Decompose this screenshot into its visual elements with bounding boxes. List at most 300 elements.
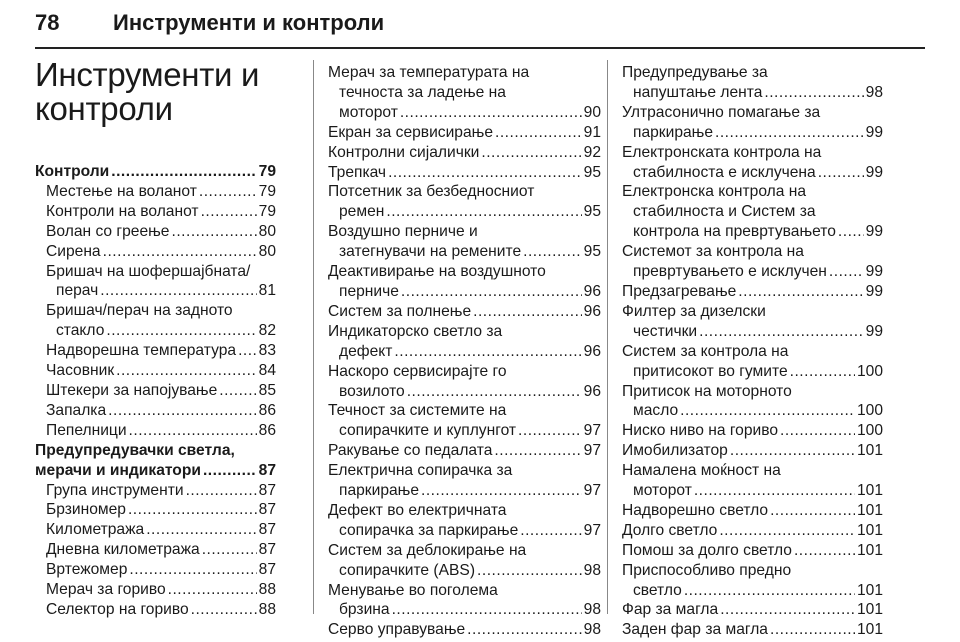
toc-entry-title: Предзагревање [622, 282, 737, 300]
dot-leader [128, 500, 257, 520]
toc-page-number: 99 [865, 263, 883, 281]
toc-entry-row [46, 182, 276, 202]
toc-entry-row [622, 620, 883, 640]
dot-leader [477, 561, 582, 581]
toc-entry-title: ремен [339, 203, 385, 221]
toc-page-number: 99 [865, 282, 883, 300]
toc-entry [622, 382, 883, 422]
toc-entry [328, 620, 601, 640]
toc-page-number: 96 [583, 342, 601, 360]
toc-page-number: 80 [258, 242, 276, 260]
toc-entry-title: Контроли [35, 163, 110, 180]
dot-leader [421, 481, 582, 501]
toc-entry [328, 182, 601, 222]
toc-entry [328, 222, 601, 262]
toc-entry-row [46, 281, 276, 301]
dot-leader [481, 143, 581, 163]
dot-leader [201, 202, 257, 222]
toc-entry [622, 441, 883, 461]
toc-entry-title: Селектор на гориво [46, 600, 189, 618]
toc-entry-row [46, 321, 276, 341]
toc-page-number: 101 [856, 482, 883, 500]
dot-leader [694, 481, 855, 501]
toc-entry [622, 620, 883, 640]
dot-leader [684, 581, 855, 601]
toc-entry-row [46, 341, 276, 361]
dot-leader [838, 222, 864, 242]
dot-leader [467, 620, 581, 640]
toc-entry-title: стакло [56, 322, 105, 340]
toc-entry-title: Помош за долго светло [622, 541, 792, 559]
toc-entry-row [328, 242, 601, 262]
toc-page-number: 95 [583, 163, 601, 181]
dot-leader [171, 222, 256, 242]
toc-entry [35, 481, 276, 501]
dot-leader [520, 521, 581, 541]
toc-page-number: 99 [865, 163, 883, 181]
toc-entry-row [328, 441, 601, 461]
dot-leader [473, 302, 582, 322]
toc-entry [35, 500, 276, 520]
toc-entry-title: контрола на превртувањето [633, 223, 836, 241]
toc-entry-row [328, 123, 601, 143]
toc-entry-text: Систем за контрола на [622, 342, 789, 360]
toc-entry-row [328, 282, 601, 302]
toc-column-2 [328, 63, 601, 640]
toc-entry-row [46, 580, 276, 600]
toc-entry-title: Трепкач [328, 163, 387, 181]
toc-entry-row [622, 322, 883, 342]
toc-entry-title: Местење на воланот [46, 182, 197, 200]
toc-page-number: 101 [856, 581, 883, 599]
toc-page-number: 101 [856, 521, 883, 539]
toc-page-number: 95 [583, 203, 601, 221]
toc-entry-row [622, 282, 883, 302]
toc-entry-title: Надворешна температура [46, 342, 237, 360]
toc-entry-title: Долго светло [622, 521, 718, 539]
toc-entry-row [622, 123, 883, 143]
toc-entry-text: Наскоро сервисирајте го [328, 362, 507, 380]
toc-entry [35, 182, 276, 202]
dot-leader [715, 123, 864, 143]
toc-entry-text: Деактивирање на воздушното [328, 263, 546, 281]
dot-leader [699, 322, 864, 342]
toc-entry-row [622, 83, 883, 103]
toc-entry-text: Воздушно перниче и [328, 223, 478, 241]
dot-leader [129, 560, 256, 580]
toc-entry-title: сопирачка за паркирање [339, 521, 519, 539]
toc-entry-title: притисокот во гумите [633, 362, 788, 380]
toc-entry-title: Група инструменти [46, 481, 184, 499]
toc-page-number: 100 [856, 362, 883, 380]
dot-leader [494, 441, 581, 461]
toc-entry [328, 123, 601, 143]
toc-entry-title: напуштање лента [633, 83, 763, 101]
toc-page-number: 101 [856, 442, 883, 460]
toc-entry-row [46, 222, 276, 242]
toc-entry [328, 302, 601, 322]
toc-page-number: 86 [258, 421, 276, 439]
toc-entry-row [622, 222, 883, 242]
toc-entry [35, 600, 276, 620]
toc-entry-title: паркирање [339, 482, 420, 500]
toc-page-number: 95 [583, 243, 601, 261]
toc-entry-title: Брзиномер [46, 501, 126, 519]
toc-entry-row [328, 382, 601, 402]
toc-entry-row [46, 361, 276, 381]
toc-entry-title: перниче [339, 282, 399, 300]
toc-entry-title: Екран за сервисирање [328, 123, 493, 141]
toc-entry-title: Вртежомер [46, 561, 128, 579]
toc-entry-title: Дневна километража [46, 541, 200, 559]
toc-entry [328, 401, 601, 441]
toc-entry [622, 63, 883, 103]
dot-leader [168, 580, 257, 600]
dot-leader [730, 441, 855, 461]
dot-leader [770, 501, 855, 521]
toc-entry-title: Фар за магла [622, 601, 719, 619]
toc-entry-title: масло [633, 402, 679, 420]
dot-leader [829, 262, 864, 282]
chapter-title-line: Инструменти и [35, 56, 260, 93]
toc-entry-text: Дефект во електричната [328, 501, 507, 519]
dot-leader [401, 282, 582, 302]
toc-entry [35, 162, 276, 182]
toc-entry-text: Притисок на моторното [622, 382, 792, 400]
dot-leader [100, 281, 256, 301]
toc-entry-row [328, 163, 601, 183]
toc-entry-row [328, 561, 601, 581]
toc-entry-title: Надворешно светло [622, 501, 769, 519]
toc-page-number: 87 [258, 501, 276, 519]
toc-entry-text: Електрична сопирачка за [328, 462, 513, 480]
toc-entry-row [622, 441, 883, 461]
toc-entry [35, 401, 276, 421]
toc-entry-title: сопирачките (ABS) [339, 561, 476, 579]
toc-entry [622, 600, 883, 620]
toc-list [35, 162, 276, 620]
toc-list [328, 63, 601, 640]
toc-entry-row [46, 381, 276, 401]
toc-entry [328, 362, 601, 402]
toc-entry-title: мерачи и индикатори [35, 461, 201, 479]
toc-entry [622, 242, 883, 282]
toc-entry-text: Течност за системите на [328, 402, 507, 420]
toc-entry [328, 541, 601, 581]
header-rule [35, 47, 925, 49]
toc-entry-row [622, 163, 883, 183]
toc-entry-row [46, 600, 276, 620]
toc-entry-title: затегнувачи на ремените [339, 243, 522, 261]
toc-entry-text: Намалена моќност на [622, 462, 781, 480]
toc-entry-row [622, 401, 883, 421]
toc-entry-text: Предупредување за [622, 64, 768, 81]
toc-entry-title: брзина [339, 601, 390, 619]
toc-entry-row [328, 202, 601, 222]
toc-page-number: 88 [258, 600, 276, 618]
toc-entry-row [46, 481, 276, 501]
toc-entry [35, 361, 276, 381]
toc-entry [622, 421, 883, 441]
dot-leader [780, 421, 855, 441]
dot-leader [103, 242, 257, 262]
toc-page-number: 101 [856, 621, 883, 639]
toc-page-number: 98 [583, 621, 601, 639]
toc-entry-title: Систем за полнење [328, 302, 472, 320]
toc-entry-text: Бришач на шофершајбната/ [46, 262, 251, 280]
toc-entry [622, 501, 883, 521]
toc-entry [328, 262, 601, 302]
toc-entry [328, 322, 601, 362]
toc-column-1 [35, 58, 276, 620]
toc-page-number: 97 [583, 422, 601, 440]
dot-leader [495, 123, 582, 143]
toc-entry [328, 461, 601, 501]
toc-entry-row [622, 600, 883, 620]
toc-page-number: 87 [258, 541, 276, 559]
dot-leader [394, 342, 581, 362]
dot-leader [719, 521, 855, 541]
toc-entry-text: Потсетник за безбедносниот [328, 183, 535, 201]
toc-entry-row [328, 600, 601, 620]
toc-entry-text: Приспособливо предно [622, 561, 792, 579]
toc-entry-title: честички [633, 322, 698, 340]
toc-entry [622, 282, 883, 302]
toc-page-number: 99 [865, 322, 883, 340]
toc-entry-row [35, 162, 276, 182]
toc-entry-title: Часовник [46, 362, 115, 380]
toc-entry [35, 421, 276, 441]
dot-leader [770, 620, 855, 640]
column-divider [607, 60, 608, 614]
toc-page-number: 101 [856, 541, 883, 559]
toc-entry-text: Менување во поголема [328, 581, 498, 599]
toc-entry-row [622, 421, 883, 441]
toc-entry-text: Бришач/перач на задното [46, 302, 233, 320]
dot-leader [400, 103, 582, 123]
toc-entry-row [328, 342, 601, 362]
toc-entry-title: Имобилизатор [622, 442, 728, 460]
toc-list [622, 63, 883, 640]
toc-page-number: 98 [865, 83, 883, 101]
toc-entry-title: Штекери за напојување [46, 381, 218, 399]
dot-leader [523, 242, 582, 262]
toc-entry-text: течноста за ладење на [339, 83, 506, 101]
dot-leader [116, 361, 257, 381]
toc-entry [622, 182, 883, 242]
toc-entry [622, 461, 883, 501]
dot-leader [407, 382, 582, 402]
toc-entry [35, 222, 276, 242]
dot-leader [129, 421, 257, 441]
toc-entry-title: Ниско ниво на гориво [622, 422, 779, 440]
toc-entry-row [622, 541, 883, 561]
toc-entry [35, 301, 276, 341]
toc-page-number: 97 [583, 442, 601, 460]
toc-entry-text: Предупредувачки светла, [35, 441, 235, 459]
toc-entry-title: Контроли на воланот [46, 202, 199, 220]
toc-entry-title: светло [633, 581, 682, 599]
toc-page-number: 98 [583, 601, 601, 619]
dot-leader [238, 341, 257, 361]
toc-entry-row [46, 401, 276, 421]
toc-entry-text: Ултрасонично помагање за [622, 103, 821, 121]
dot-leader [191, 600, 257, 620]
toc-page-number: 92 [583, 143, 601, 161]
toc-page-number: 82 [258, 322, 276, 340]
toc-entry [35, 202, 276, 222]
toc-page-number: 81 [258, 282, 276, 300]
dot-leader [388, 163, 582, 183]
toc-page-number: 84 [258, 362, 276, 380]
toc-page-number: 87 [258, 481, 276, 499]
toc-entry [622, 302, 883, 342]
dot-leader [518, 421, 582, 441]
toc-entry [35, 441, 276, 481]
toc-entry-title: дефект [339, 342, 393, 360]
dot-leader [106, 321, 256, 341]
toc-entry [622, 103, 883, 143]
toc-page-number: 88 [258, 581, 276, 599]
toc-entry [328, 143, 601, 163]
toc-entry-row [328, 421, 601, 441]
toc-page-number: 101 [856, 601, 883, 619]
toc-entry-row [328, 620, 601, 640]
toc-page-number: 100 [856, 402, 883, 420]
toc-entry-row [46, 540, 276, 560]
toc-page-number: 83 [258, 342, 276, 360]
toc-entry-text: Електронска контрола на [622, 183, 807, 201]
toc-entry-title: Волан со греење [46, 222, 170, 240]
toc-page-number: 97 [583, 482, 601, 500]
dot-leader [794, 541, 855, 561]
toc-entry [35, 341, 276, 361]
dot-leader [108, 401, 256, 421]
toc-entry-title: Мерач за гориво [46, 581, 166, 599]
toc-page-number: 79 [258, 202, 276, 220]
toc-entry-row [622, 481, 883, 501]
toc-entry [328, 581, 601, 621]
toc-entry [35, 560, 276, 580]
toc-entry [35, 242, 276, 262]
toc-entry [35, 580, 276, 600]
toc-entry-text: Индикаторско светло за [328, 322, 503, 340]
toc-entry [35, 540, 276, 560]
toc-entry-title: Километража [46, 521, 145, 539]
toc-entry-title: паркирање [633, 123, 714, 141]
toc-entry-row [46, 242, 276, 262]
toc-entry-row [35, 461, 276, 481]
toc-page-number: 87 [258, 561, 276, 579]
toc-page-number: 80 [258, 222, 276, 240]
toc-entry-row [622, 362, 883, 382]
toc-entry-title: возилото [339, 382, 405, 400]
toc-entry [328, 501, 601, 541]
dot-leader [680, 401, 855, 421]
dot-leader [818, 163, 864, 183]
toc-entry-title: Ракување со педалата [328, 442, 493, 460]
toc-entry-text: Филтер за дизелски [622, 302, 766, 320]
toc-entry-text: стабилноста и Систем за [633, 203, 816, 221]
toc-entry-text: Мерач за температурата на [328, 64, 530, 81]
dot-leader [720, 600, 855, 620]
toc-entry-row [328, 521, 601, 541]
page-number: 78 [35, 10, 60, 35]
dot-leader [386, 202, 581, 222]
toc-entry-title: Сирена [46, 242, 101, 260]
toc-entry-row [46, 500, 276, 520]
toc-page-number: 79 [258, 182, 276, 200]
column-divider [313, 60, 314, 614]
toc-entry-row [46, 202, 276, 222]
dot-leader [202, 540, 257, 560]
toc-entry-row [328, 103, 601, 123]
toc-entry [35, 262, 276, 302]
dot-leader [219, 381, 256, 401]
toc-entry-row [622, 262, 883, 282]
toc-entry-title: превртувањето е исклучен [633, 263, 827, 281]
toc-entry-title: моторот [339, 103, 398, 121]
toc-entry [328, 63, 601, 123]
toc-entry [35, 381, 276, 401]
toc-page-number: 99 [865, 223, 883, 241]
dot-leader [203, 461, 257, 481]
toc-page-number: 100 [856, 422, 883, 440]
toc-entry-title: Запалка [46, 401, 107, 419]
toc-page-number: 98 [583, 561, 601, 579]
toc-entry-title: моторот [633, 482, 692, 500]
toc-entry-title: стабилноста е исклучена [633, 163, 816, 181]
toc-page-number: 87 [258, 521, 276, 539]
toc-entry [328, 441, 601, 461]
dot-leader [738, 282, 863, 302]
page-header [35, 6, 925, 46]
toc-entry [622, 561, 883, 601]
toc-page-number: 99 [865, 123, 883, 141]
toc-entry-title: Заден фар за магла [622, 621, 768, 639]
chapter-title [35, 58, 276, 126]
toc-page-number: 96 [583, 382, 601, 400]
toc-page-number: 86 [258, 401, 276, 419]
chapter-title-line: контроли [35, 90, 173, 127]
toc-page-number: 90 [583, 103, 601, 121]
toc-entry-row [622, 521, 883, 541]
toc-entry-title: сопирачките и куплунгот [339, 422, 517, 440]
toc-entry [622, 342, 883, 382]
toc-page-number: 87 [258, 461, 276, 479]
toc-entry [328, 163, 601, 183]
dot-leader [790, 362, 855, 382]
toc-entry-row [622, 581, 883, 601]
toc-entry-row [328, 143, 601, 163]
toc-page-number: 96 [583, 282, 601, 300]
toc-entry-row [328, 302, 601, 322]
dot-leader [199, 182, 257, 202]
dot-leader [392, 600, 582, 620]
toc-entry-row [622, 501, 883, 521]
toc-entry [622, 143, 883, 183]
toc-entry-title: Серво управување [328, 621, 466, 639]
running-title: Инструменти и контроли [113, 10, 385, 35]
toc-page-number: 79 [258, 163, 276, 180]
toc-page-number: 85 [258, 381, 276, 399]
toc-page-number: 91 [583, 123, 601, 141]
toc-entry-row [46, 560, 276, 580]
toc-page-number: 101 [856, 501, 883, 519]
toc-entry [35, 520, 276, 540]
toc-entry-text: Систем за деблокирање на [328, 541, 527, 559]
toc-page-number: 96 [583, 302, 601, 320]
